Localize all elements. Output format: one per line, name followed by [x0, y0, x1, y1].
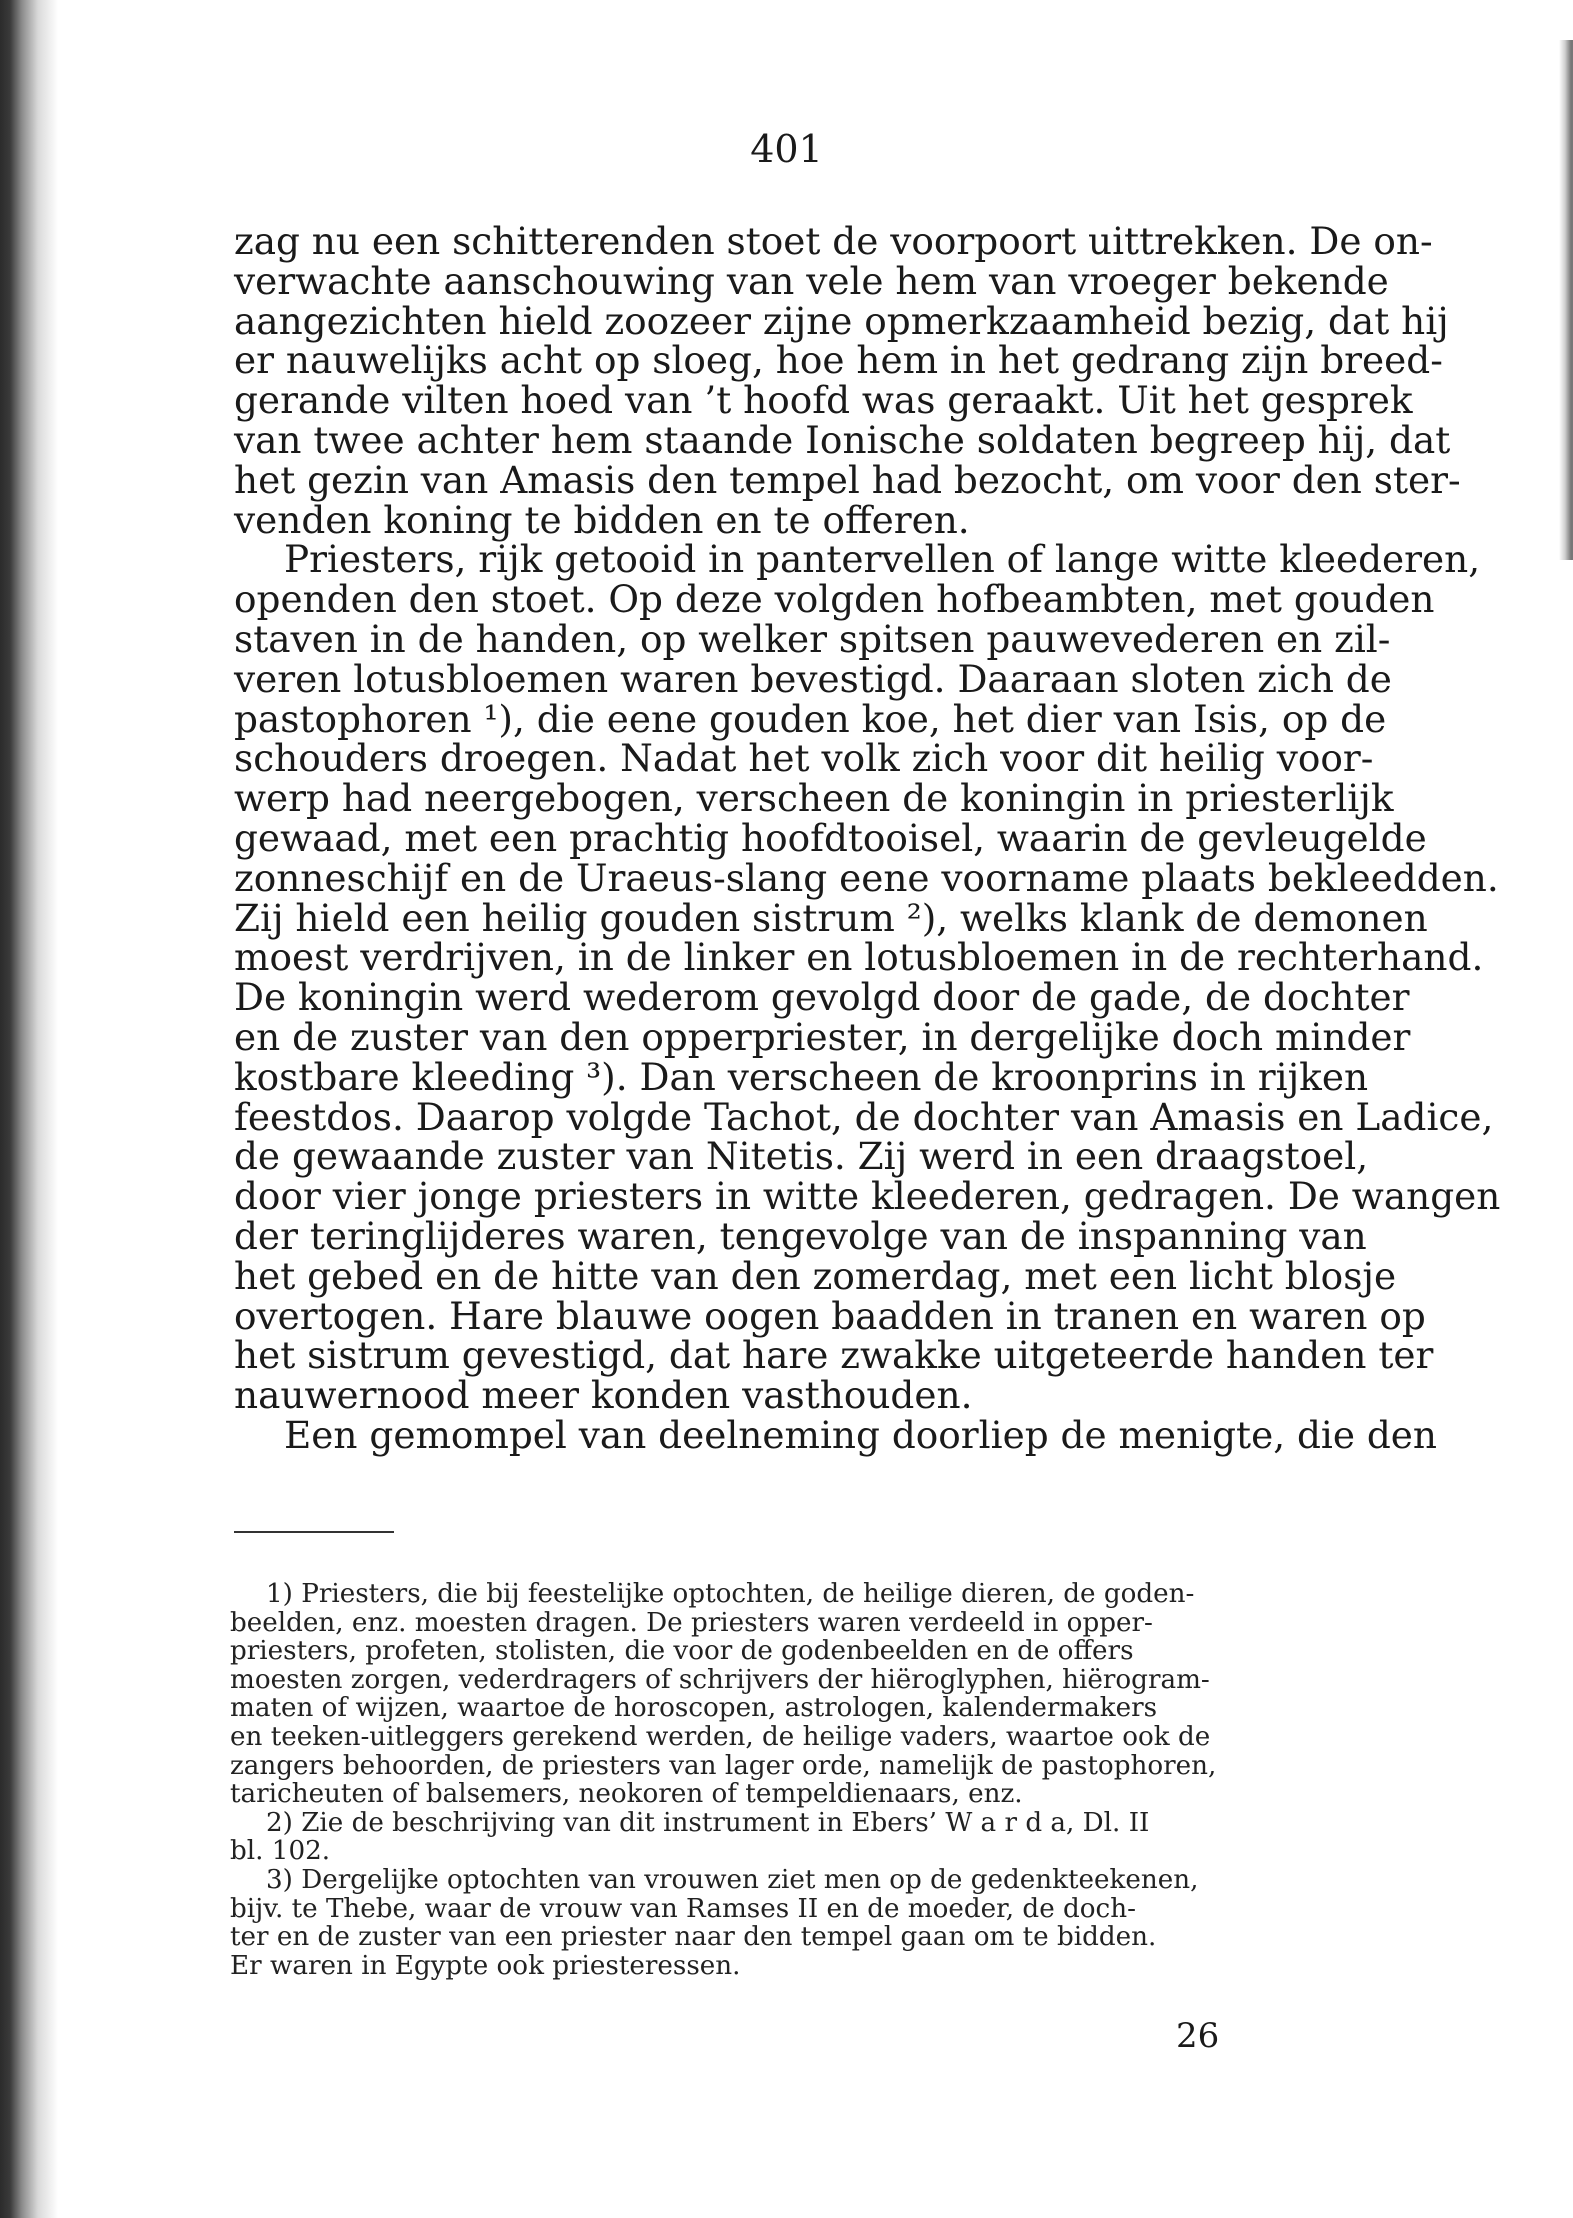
- body-line: Priesters, rijk getooid in pantervellen of lange witte kleederen,: [284, 537, 1481, 582]
- body-line: de gewaande zuster van Nitetis. Zij werd in een draagstoel,: [234, 1134, 1369, 1179]
- footnote-line: 3) Dergelijke optochten van vrouwen ziet men op de gedenkteekenen,: [266, 1864, 1199, 1895]
- page-number: 401: [750, 127, 823, 171]
- body-line: pastophoren ¹), die eene gouden koe, het dier van Isis, op de: [234, 696, 1387, 741]
- footnote-line: Er waren in Egypte ook priesteressen.: [230, 1950, 741, 1981]
- body-line: moest verdrijven, in de linker en lotusbloemen in de rechterhand.: [234, 935, 1484, 980]
- body-line: het sistrum gevestigd, dat hare zwakke uitgeteerde handen ter: [234, 1333, 1434, 1378]
- footnote-line: ter en de zuster van een priester naar den tempel gaan om te bidden.: [230, 1922, 1157, 1953]
- body-line: gewaad, met een prachtig hoofdtooisel, waarin de gevleugelde: [234, 815, 1427, 860]
- body-line: overtogen. Hare blauwe oogen baadden in tranen en waren op: [234, 1293, 1426, 1338]
- body-line: veren lotusbloemen waren bevestigd. Daaraan sloten zich de: [234, 656, 1392, 701]
- body-line: staven in de handen, op welker spitsen pauwevederen en zil-: [234, 616, 1391, 661]
- footnote-divider: [234, 1531, 394, 1533]
- body-text: [234, 219, 1501, 1457]
- footnote-line: priesters, profeten, stolisten, die voor de godenbeelden en de offers: [230, 1636, 1134, 1667]
- body-line: Zij hield een heilig gouden sistrum ²), welks klank de demonen: [234, 895, 1428, 940]
- body-line: feestdos. Daarop volgde Tachot, de dochter van Amasis en Ladice,: [234, 1094, 1494, 1139]
- footnote-line: bl. 102.: [230, 1836, 331, 1867]
- body-line: werp had neergebogen, verscheen de koningin in priesterlijk: [234, 776, 1394, 821]
- body-line: er nauwelijks acht op sloeg, hoe hem in het gedrang zijn breed-: [234, 338, 1443, 383]
- footnote-line: en teeken-uitleggers gerekend werden, de heilige vaders, waartoe ook de: [230, 1721, 1211, 1752]
- body-line: venden koning te bidden en te offeren.: [234, 497, 970, 542]
- footnote-line: zangers behoorden, de priesters van lager orde, namelijk de pastophoren,: [230, 1750, 1217, 1781]
- body-line: Een gemompel van deelneming doorliep de menigte, die den: [284, 1412, 1438, 1457]
- footnote-line: moesten zorgen, vederdragers of schrijvers der hiëroglyphen, hiërogram-: [230, 1664, 1210, 1695]
- body-line: zonneschijf en de Uraeus-slang eene voorname plaats bekleedden.: [234, 855, 1499, 900]
- footnote-line: bijv. te Thebe, waar de vrouw van Ramses II en de moeder, de doch-: [230, 1893, 1136, 1924]
- body-line: aangezichten hield zoozeer zijne opmerkzaamheid bezig, dat hij: [234, 298, 1449, 343]
- footnote-line: taricheuten of balsemers, neokoren of tempeldienaars, enz.: [230, 1779, 1023, 1810]
- body-line: van twee achter hem staande Ionische soldaten begreep hij, dat: [234, 417, 1451, 462]
- body-line: der teringlijderes waren, tengevolge van de inspanning van: [234, 1213, 1367, 1258]
- signature-mark: 26: [1176, 2016, 1220, 2056]
- footnote-line: 1) Priesters, die bij feestelijke optochten, de heilige dieren, de goden-: [266, 1579, 1195, 1609]
- body-line: schouders droegen. Nadat het volk zich voor dit heilig voor-: [234, 736, 1374, 781]
- scan-binding-edge-right: [1559, 40, 1573, 560]
- body-line: het gebed en de hitte van den zomerdag, met een licht blosje: [234, 1253, 1397, 1298]
- body-line: door vier jonge priesters in witte kleederen, gedragen. De wangen: [234, 1174, 1501, 1219]
- body-line: en de zuster van den opperpriester, in dergelijke doch minder: [234, 1014, 1411, 1059]
- body-line: De koningin werd wederom gevolgd door de gade, de dochter: [234, 975, 1410, 1020]
- footnote-line: beelden, enz. moesten dragen. De priesters waren verdeeld in opper-: [230, 1607, 1153, 1638]
- scan-binding-edge-left: [0, 0, 60, 2218]
- body-line: verwachte aanschouwing van vele hem van vroeger bekende: [234, 258, 1389, 303]
- body-line: openden den stoet. Op deze volgden hofbeambten, met gouden: [234, 577, 1435, 622]
- body-line: gerande vilten hoed van ’t hoofd was geraakt. Uit het gesprek: [234, 378, 1413, 423]
- body-line: nauwernood meer konden vasthouden.: [234, 1373, 973, 1418]
- body-line: het gezin van Amasis den tempel had bezocht, om voor den ster-: [234, 457, 1461, 502]
- footnote-line: 2) Zie de beschrijving van dit instrument in Ebers’ W a r d a, Dl. II: [266, 1807, 1150, 1838]
- body-line: kostbare kleeding ³). Dan verscheen de kroonprins in rijken: [234, 1054, 1369, 1099]
- footnote-line: maten of wijzen, waartoe de horoscopen, astrologen, kalendermakers: [230, 1693, 1158, 1724]
- footnotes: [230, 1580, 1365, 1980]
- body-line: zag nu een schitterenden stoet de voorpoort uittrekken. De on-: [234, 219, 1433, 263]
